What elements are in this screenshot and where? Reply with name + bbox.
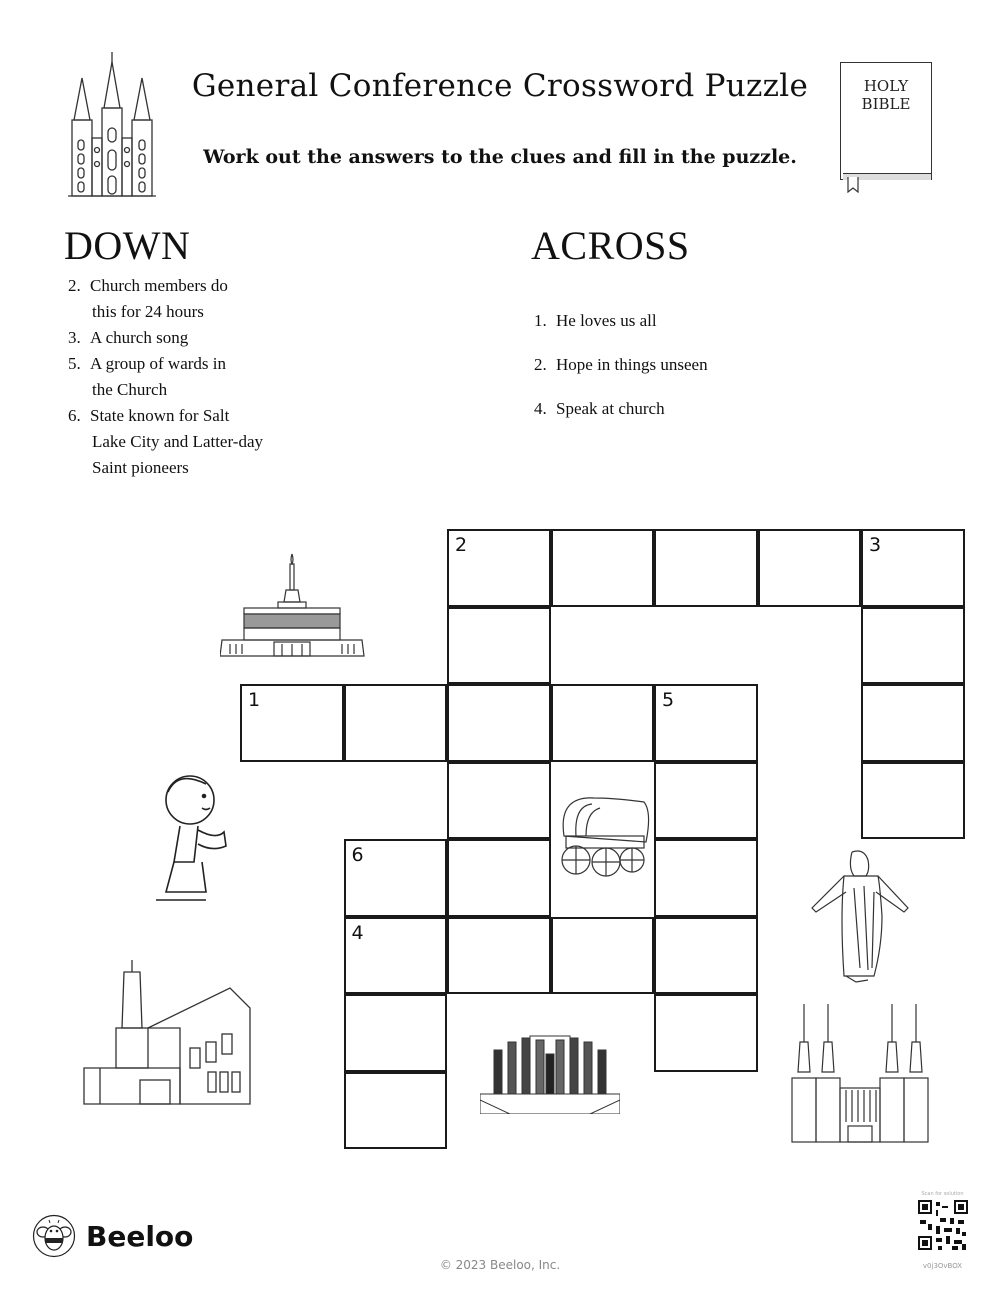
temple-facade-icon: [480, 1030, 620, 1114]
christus-statue-icon: [806, 848, 916, 988]
across-clue-4: 4. Speak at church: [534, 399, 665, 418]
down-clue-6: 6. State known for Salt Lake City and Latter-day Saint pioneers: [68, 406, 264, 477]
crossword-cell[interactable]: [344, 917, 448, 995]
clue-number: 6: [351, 844, 364, 866]
crossword-cell[interactable]: [654, 994, 758, 1072]
clue-number: 4: [351, 921, 364, 944]
down-clue-2: 2. Church members do this for 24 hours: [68, 276, 228, 321]
crossword-cell[interactable]: [344, 994, 448, 1072]
crossword-cell[interactable]: [654, 762, 758, 840]
bee-icon: [32, 1214, 76, 1258]
across-clue-1: 1. He loves us all: [534, 311, 657, 330]
page-subtitle: Work out the answers to the clues and fill in the puzzle.: [203, 146, 797, 168]
holy-bible-icon: [840, 62, 932, 180]
clue-number: 3: [869, 534, 882, 556]
across-clue-list: [534, 308, 708, 440]
crossword-cell[interactable]: [551, 684, 655, 762]
brand-name: Beeloo: [86, 1219, 194, 1253]
crossword-cell[interactable]: [344, 839, 448, 917]
pioneer-wagon-icon: [556, 792, 650, 884]
crossword-cell[interactable]: [447, 917, 551, 995]
bible-text-holy: HOLY: [863, 77, 909, 95]
clue-number: 5: [662, 689, 675, 711]
page-title: General Conference Crossword Puzzle: [191, 68, 809, 104]
crossword-cell[interactable]: [447, 607, 551, 685]
crossword-cell[interactable]: [861, 529, 965, 607]
down-clue-3: 3. A church song: [68, 328, 189, 347]
qr-code-icon[interactable]: [918, 1200, 968, 1250]
down-clue-list: [68, 273, 263, 481]
crossword-cell[interactable]: [240, 684, 344, 762]
crossword-cell[interactable]: [344, 684, 448, 762]
across-clue-2: 2. Hope in things unseen: [534, 355, 708, 374]
washington-temple-icon: [790, 1002, 930, 1144]
crossword-cell[interactable]: [654, 839, 758, 917]
crossword-cell[interactable]: [861, 762, 965, 840]
crossword-cell[interactable]: [654, 917, 758, 995]
copyright-text: © 2023 Beeloo, Inc.: [439, 1258, 561, 1272]
down-clue-5: 5. A group of wards in the Church: [68, 354, 226, 399]
beeloo-logo: [32, 1214, 193, 1258]
crossword-cell[interactable]: [861, 607, 965, 685]
praying-child-icon: [148, 770, 238, 910]
bible-text-bible: BIBLE: [861, 95, 911, 113]
qr-label: Scan for solution: [921, 1191, 964, 1197]
temple-with-spire-icon: [220, 552, 366, 658]
clue-number: 1: [248, 689, 261, 711]
down-heading: DOWN: [64, 223, 191, 268]
crossword-cell[interactable]: [447, 684, 551, 762]
clue-number: 2: [455, 534, 468, 556]
conference-center-icon: [80, 958, 260, 1108]
crossword-cell[interactable]: [551, 529, 655, 607]
crossword-cell[interactable]: [447, 762, 551, 840]
crossword-cell[interactable]: [861, 684, 965, 762]
crossword-cell[interactable]: [344, 1072, 448, 1150]
qr-code-text: v0j3OvBOX: [922, 1262, 963, 1270]
crossword-cell[interactable]: [551, 917, 655, 995]
across-heading: ACROSS: [531, 223, 690, 268]
bookmark-ribbon-icon: [847, 177, 859, 193]
crossword-cell[interactable]: [758, 529, 862, 607]
crossword-cell[interactable]: [447, 839, 551, 917]
crossword-cell[interactable]: [654, 529, 758, 607]
crossword-cell[interactable]: [654, 684, 758, 762]
salt-lake-temple-icon: [66, 50, 158, 200]
crossword-cell[interactable]: [447, 529, 551, 607]
